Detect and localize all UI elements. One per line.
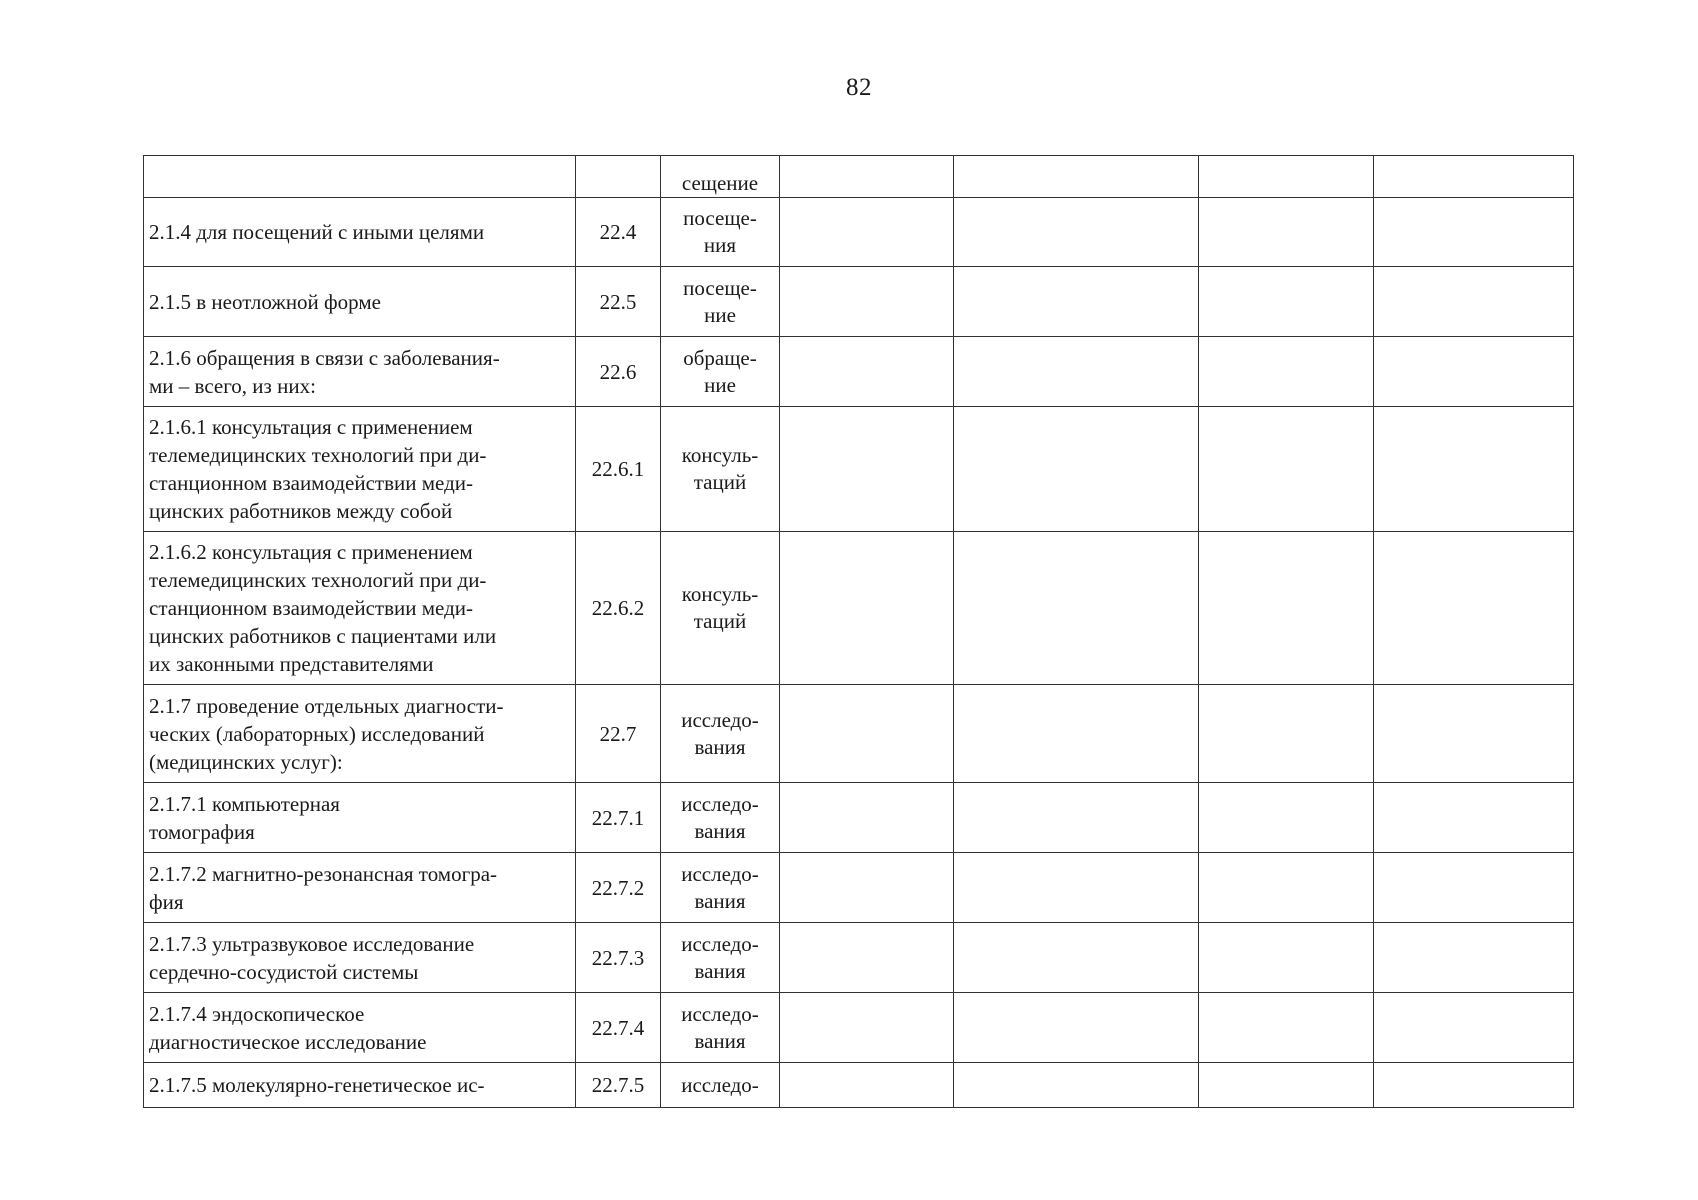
row-code-cell: 22.4 — [576, 198, 661, 267]
empty-value-cell — [1374, 337, 1574, 407]
row-unit-cell: исследо- вания — [661, 853, 780, 923]
row-name-cell: 2.1.5 в неотложной форме — [144, 267, 576, 337]
row-unit-cell: посеще- ния — [661, 198, 780, 267]
table-body — [144, 156, 1574, 1108]
table-row — [144, 685, 1574, 783]
empty-value-cell — [780, 407, 954, 532]
empty-value-cell — [1199, 993, 1374, 1063]
empty-value-cell — [954, 532, 1199, 685]
empty-value-cell — [1374, 853, 1574, 923]
row-name-cell — [144, 156, 576, 198]
empty-value-cell — [954, 853, 1199, 923]
empty-value-cell — [954, 685, 1199, 783]
page-number: 82 — [846, 74, 872, 101]
row-unit-cell: исследо- вания — [661, 993, 780, 1063]
empty-value-cell — [954, 407, 1199, 532]
empty-value-cell — [954, 198, 1199, 267]
empty-value-cell — [954, 1063, 1199, 1108]
empty-value-cell — [954, 337, 1199, 407]
empty-value-cell — [1374, 783, 1574, 853]
empty-value-cell — [1374, 532, 1574, 685]
table-row — [144, 853, 1574, 923]
row-code-cell: 22.7.3 — [576, 923, 661, 993]
row-name-cell: 2.1.6.1 консультация с применением телемедицинских технологий при ди- станционном взаимодействии меди- цинских работников между собой — [144, 407, 576, 532]
empty-value-cell — [1199, 198, 1374, 267]
row-code-cell: 22.7 — [576, 685, 661, 783]
table-row — [144, 532, 1574, 685]
empty-value-cell — [780, 337, 954, 407]
empty-value-cell — [780, 685, 954, 783]
empty-value-cell — [780, 1063, 954, 1108]
table-row — [144, 993, 1574, 1063]
table-row — [144, 156, 1574, 198]
row-unit-cell: консуль- таций — [661, 407, 780, 532]
table-row — [144, 783, 1574, 853]
empty-value-cell — [1199, 337, 1374, 407]
empty-value-cell — [1374, 923, 1574, 993]
row-unit-cell: консуль- таций — [661, 532, 780, 685]
row-unit-cell: сещение — [661, 156, 780, 198]
table-row — [144, 1063, 1574, 1108]
row-code-cell: 22.7.2 — [576, 853, 661, 923]
row-code-cell: 22.7.1 — [576, 783, 661, 853]
table-row — [144, 923, 1574, 993]
empty-value-cell — [780, 783, 954, 853]
row-code-cell: 22.6 — [576, 337, 661, 407]
empty-value-cell — [1374, 198, 1574, 267]
empty-value-cell — [780, 993, 954, 1063]
empty-value-cell — [780, 532, 954, 685]
empty-value-cell — [1199, 407, 1374, 532]
table-row — [144, 407, 1574, 532]
empty-value-cell — [780, 156, 954, 198]
row-code-cell: 22.7.5 — [576, 1063, 661, 1108]
row-unit-cell: исследо- вания — [661, 685, 780, 783]
row-name-cell: 2.1.4 для посещений с иными целями — [144, 198, 576, 267]
empty-value-cell — [1374, 407, 1574, 532]
row-unit-cell: исследо- вания — [661, 783, 780, 853]
empty-value-cell — [1374, 267, 1574, 337]
empty-value-cell — [1199, 853, 1374, 923]
empty-value-cell — [1199, 685, 1374, 783]
empty-value-cell — [954, 267, 1199, 337]
empty-value-cell — [780, 853, 954, 923]
table-row — [144, 337, 1574, 407]
row-unit-cell: исследо- — [661, 1063, 780, 1108]
empty-value-cell — [1374, 156, 1574, 198]
row-name-cell: 2.1.7.2 магнитно-резонансная томогра- фия — [144, 853, 576, 923]
row-code-cell: 22.5 — [576, 267, 661, 337]
row-name-cell: 2.1.7.1 компьютерная томография — [144, 783, 576, 853]
row-name-cell: 2.1.7.3 ультразвуковое исследование сердечно-сосудистой системы — [144, 923, 576, 993]
row-name-cell: 2.1.7.5 молекулярно-генетическое ис- — [144, 1063, 576, 1108]
empty-value-cell — [954, 783, 1199, 853]
empty-value-cell — [1199, 267, 1374, 337]
table-row — [144, 267, 1574, 337]
empty-value-cell — [780, 198, 954, 267]
table-row — [144, 198, 1574, 267]
empty-value-cell — [1199, 156, 1374, 198]
empty-value-cell — [1374, 1063, 1574, 1108]
empty-value-cell — [954, 993, 1199, 1063]
row-unit-cell: исследо- вания — [661, 923, 780, 993]
data-table — [143, 155, 1574, 1108]
empty-value-cell — [1199, 1063, 1374, 1108]
empty-value-cell — [954, 156, 1199, 198]
row-code-cell: 22.7.4 — [576, 993, 661, 1063]
row-unit-cell: посеще- ние — [661, 267, 780, 337]
empty-value-cell — [1374, 993, 1574, 1063]
row-name-cell: 2.1.6 обращения в связи с заболевания- ми – всего, из них: — [144, 337, 576, 407]
empty-value-cell — [1374, 685, 1574, 783]
empty-value-cell — [1199, 923, 1374, 993]
empty-value-cell — [780, 923, 954, 993]
empty-value-cell — [954, 923, 1199, 993]
empty-value-cell — [1199, 532, 1374, 685]
row-code-cell: 22.6.1 — [576, 407, 661, 532]
row-name-cell: 2.1.7 проведение отдельных диагности- ческих (лабораторных) исследований (медицинских услуг): — [144, 685, 576, 783]
row-name-cell: 2.1.6.2 консультация с применением телемедицинских технологий при ди- станционном взаимодействии меди- цинских работников с пациентами или их законными представителями — [144, 532, 576, 685]
empty-value-cell — [1199, 783, 1374, 853]
row-name-cell: 2.1.7.4 эндоскопическое диагностическое исследование — [144, 993, 576, 1063]
row-code-cell — [576, 156, 661, 198]
row-unit-cell: обраще- ние — [661, 337, 780, 407]
row-code-cell: 22.6.2 — [576, 532, 661, 685]
empty-value-cell — [780, 267, 954, 337]
